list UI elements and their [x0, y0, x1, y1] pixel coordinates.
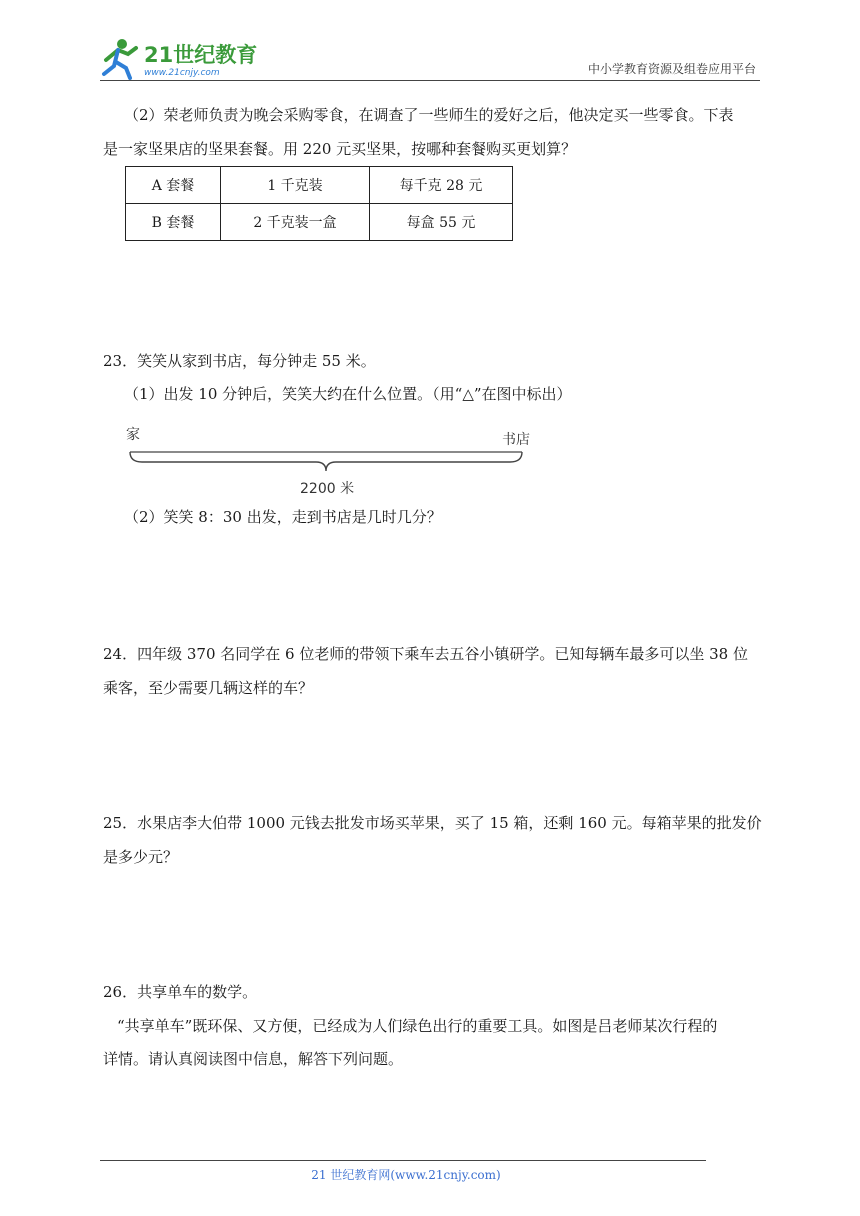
logo-url: www.21cnjy.com	[144, 68, 220, 78]
logo-text: 21世纪教育	[144, 43, 258, 67]
footer-divider	[100, 1160, 706, 1161]
q26-line2: 详情。请认真阅读图中信息，解答下列问题。	[103, 1050, 404, 1068]
q22-text-line2: 是一家坚果店的坚果套餐。用 220 元买坚果，按哪种套餐购买更划算？	[103, 140, 577, 158]
q23-part1: （1）出发 10 分钟后，笑笑大约在什么位置。（用“△”在图中标出）	[124, 385, 572, 403]
platform-name: 中小学教育资源及组卷应用平台	[587, 62, 756, 76]
q24-line2: 乘客，至少需要几辆这样的车？	[103, 679, 314, 697]
home-label: 家	[126, 427, 140, 443]
bookstore-label: 书店	[502, 432, 530, 448]
table-cell: 1 千克装	[221, 167, 370, 204]
table-cell: 每千克 28 元	[370, 167, 513, 204]
q23-part2: （2）笑笑 8：30 出发，走到书店是几时几分？	[124, 508, 442, 526]
table-row	[126, 204, 513, 241]
q26-line1: “共享单车”既环保、又方便，已经成为人们绿色出行的重要工具。如图是吕老师某次行程的	[117, 1017, 718, 1035]
distance-diagram	[120, 425, 550, 505]
header-divider	[100, 80, 760, 81]
q25-line2: 是多少元？	[103, 848, 179, 866]
table-cell: 2 千克装一盒	[221, 204, 370, 241]
table-cell: 每盒 55 元	[370, 204, 513, 241]
package-table	[125, 166, 513, 241]
q26-title: 26．共享单车的数学。	[103, 983, 258, 1001]
table-cell: B 套餐	[126, 204, 221, 241]
q24-line1: 24．四年级 370 名同学在 6 位老师的带领下乘车去五谷小镇研学。已知每辆车最多可以坐 38 位	[103, 645, 748, 663]
q25-line1: 25．水果店李大伯带 1000 元钱去批发市场买苹果，买了 15 箱，还剩 160 元。每箱苹果的批发价	[103, 814, 762, 832]
table-cell: A 套餐	[126, 167, 221, 204]
distance-brace	[130, 452, 522, 471]
table-row	[126, 167, 513, 204]
site-logo	[96, 36, 266, 82]
q22-text-line1: （2）荣老师负责为晚会采购零食，在调查了一些师生的爱好之后，他决定买一些零食。下表	[124, 106, 734, 124]
footer-link[interactable]: 21 世纪教育网(www.21cnjy.com)	[311, 1168, 501, 1182]
q23-title: 23．笑笑从家到书店，每分钟走 55 米。	[103, 352, 376, 370]
distance-label: 2200 米	[300, 481, 355, 497]
